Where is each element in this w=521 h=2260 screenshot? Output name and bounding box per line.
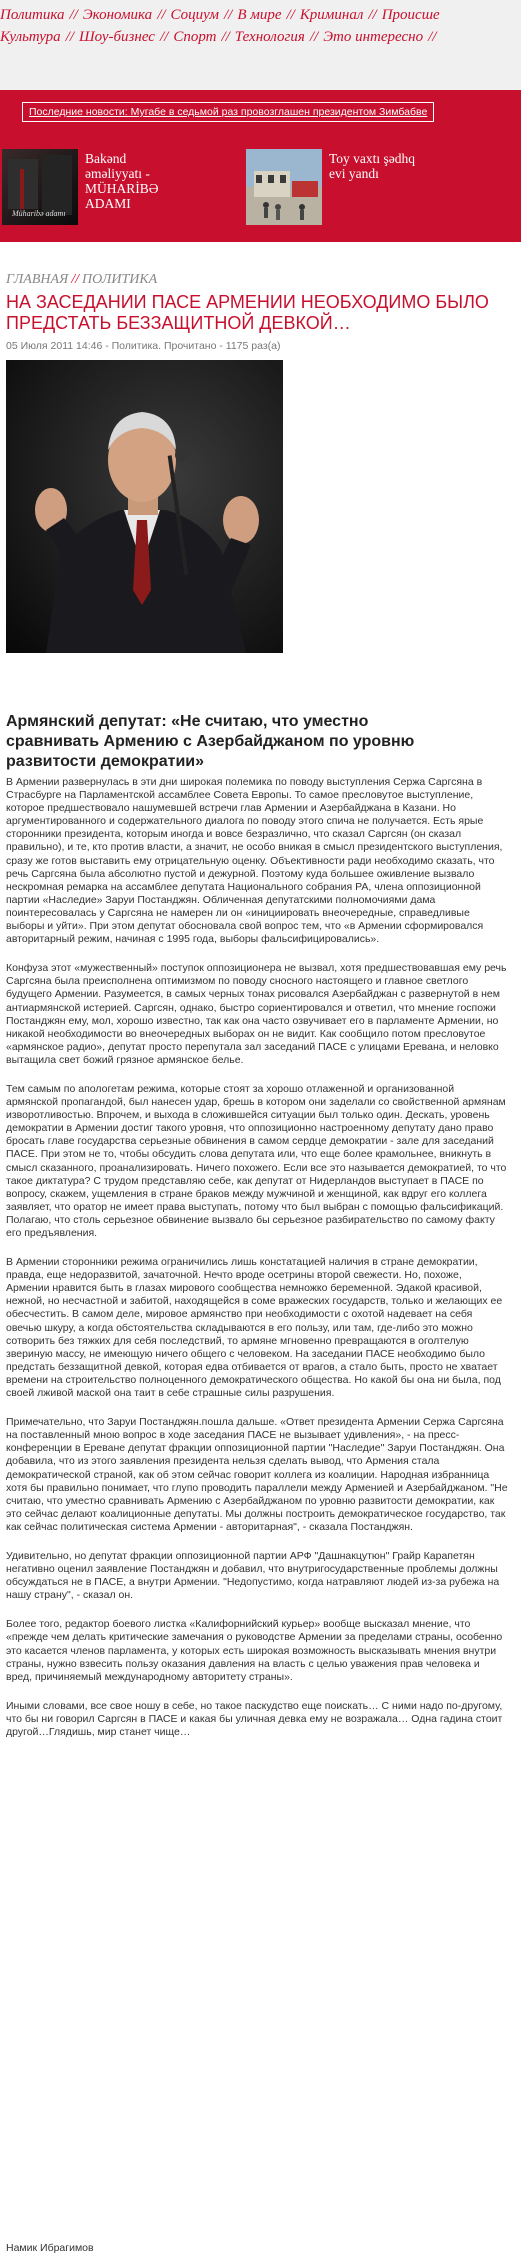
article-paragraph: В Армении сторонники режима ограничились лишь констатацией наличия в стране демократии, правда, еще недоразвитой, зачаточной. Нечто вроде осетрины второй свежести. Но, похоже, Армении нравится быть в глазах мирового сообщества немножко беременной. Эдакой красивой, нежной, но несчастной и забитой, находящейся в соме вражеских государств, только и желающих ее обесчестить. В самом деле, мировое армянство при необходимости с охотой надевает на себя овечью шкуру, а когда обстоятельства складываются в его пользу, или там, где-либо это можно сотворить без тяжких для себя последствий, то армяне мгновенно превращаются в оголтелую звериную массу, не имеющую ничего общего с человеком. На заседании ПАСЕ необходимо было предстать беззащитной девкой, которая едва отбивается от врагов, а стало быть, просто не хватает времени на строительство полноценного демократического общества. Но какой бы она ни была, под своей лживой маской она таит в себе страшные силы разрушения. <box>6 1256 503 1400</box>
article-subtitle: Армянский депутат: «Не считаю, что уместно сравнивать Армению с Азербайджаном по уровню развитости демократии» <box>6 713 415 770</box>
news-ticker-bar <box>0 90 521 132</box>
nav-item-0[interactable]: Культура <box>0 29 61 45</box>
article-paragraph: Тем самым по апологетам режима, которые стоят за хорошо отлаженной и организованной армянской пропагандой, был нанесен удар, брешь в котором они заделали со свойственной армянам изворотливостью. Впрочем, и выхода в сложившейся ситуации был только один. Дескать, уровень демократии в Армении достиг такого уровня, что оппозиционно настроенному депутату дано право бросать главе государства серьезные обвинения в самом сердце демократии - зале для заседаний ПАСЕ. При этом не то, чтобы обсудить слова депутата или, что еще более крамольнее, вникнуть в смысл сказанного, проанализировать. Ничего похожего. Если все это называется демократией, то что такое диктатура? С трудом представляю себе, как депутат от Нидерландов выступает в ПАСЕ по вопросу, скажем, ущемления в стране браков между мужчиной и женщиной, как вдруг его коллега заявляет, что оратор не имеет права выступать, потому что был выбран с помощью фальсификаций. Полагаю, что столь серьезное обвинение вызвало бы серьезное разбирательство по самому факту его предъявления. <box>6 1082 507 1239</box>
nav-separator: // <box>309 29 319 45</box>
nav-row-2 <box>0 26 521 48</box>
nav-separator: // <box>221 29 230 45</box>
nav-item-1[interactable]: Экономика <box>82 7 153 23</box>
nav-separator: // <box>224 7 233 23</box>
featured-title-2[interactable]: Toy vaxtı şədhq evi yandı <box>329 151 416 181</box>
nav-item-2[interactable]: Спорт <box>173 29 217 45</box>
nav-row-1 <box>0 4 521 26</box>
breadcrumb <box>6 272 157 288</box>
article-title: НА ЗАСЕДАНИИ ПАСЕ АРМЕНИИ НЕОБХОДИМО БЫЛО ПРЕДСТАТЬ БЕЗЗАЩИТНОЙ ДЕВКОЙ… <box>6 292 489 333</box>
nav-item-4[interactable]: Криминал <box>299 7 364 23</box>
article-author: Намик Ибрагимов <box>6 2242 94 2254</box>
breadcrumb-separator: // <box>71 272 80 287</box>
top-navigation <box>0 0 521 90</box>
news-ticker-link[interactable]: Последние новости: Мугабе в седьмой раз провозглашен президентом Зимбабве <box>22 102 434 122</box>
breadcrumb-home-link[interactable]: ГЛАВНАЯ <box>6 272 69 287</box>
nav-separator: // <box>157 7 166 23</box>
article-paragraph: Более того, редактор боевого листка «Калифорнийский курьер» вообще высказал мнение, что «прежде чем делать критические замечания о руководстве Армении за пределами страны, особенно это касается членов парламента, у которых есть широкая возможность высказывать мнения внутри страны, нужно взвесить пользу оказания давления на власть с целью уважения прав человека и вред, причиняемый международному авторитету страны». <box>6 1618 503 1683</box>
nav-item-0[interactable]: Политика <box>0 7 65 23</box>
nav-item-4[interactable]: Это интересно <box>323 29 424 45</box>
featured-image-fire[interactable] <box>246 149 322 225</box>
nav-item-3[interactable]: В мире <box>237 7 282 23</box>
article-meta: 05 Июля 2011 14:46 - Политика. Прочитано - 1175 раз(а) <box>6 340 281 352</box>
nav-separator: // <box>69 7 78 23</box>
nav-separator: // <box>368 7 377 23</box>
article-paragraph: Примечательно, что Заруи Постанджян.пошла дальше. «Ответ президента Армении Сержа Саргсяна на поставленный мною вопрос в ходе заседания ПАСЕ не вызывает удивления», - на пресс-конференции в Ереване депутат фракции оппозиционной партии "Наследие" Заруи Постанджян. Она добавила, что из этого заявления президента нельзя сделать вывод, что Армения стала демократической страной, как об этом сейчас говорит коллега из коалиции. Народная избранница хотя бы правильно понимает, что глупо проводить параллели между Арменией и Азербайджаном. "Не считаю, что уместно сравнивать Армению с Азербайджаном по уровню развитости демократии, как это сейчас делают коалиционные депутаты. Мы должны построить демократическое государство, так как сейчас политическая система Армении - авторитарная", - сказала Постанджян. <box>6 1416 508 1533</box>
featured-title-1[interactable]: Bakənd əməliyyatı -MÜHARİBƏ ADAMI <box>85 151 159 211</box>
featured-strip <box>0 132 521 242</box>
nav-separator: // <box>159 29 169 45</box>
article-paragraph: Удивительно, но депутат фракции оппозиционной партии АРФ "Дашнакцутюн" Грайр Карапетян негативно оценил заявление Постанджян и добавил, что внутригосударственные проблемы должны обсуждаться не в ПАСЕ, а внутри Армении. "Недопустимо, когда натравляют людей из-за рубежа на нашу страну", - сказал он. <box>6 1549 500 1602</box>
article-paragraph: В Армении развернулась в эти дни широкая полемика по поводу выступления Сержа Саргсяна в Страсбурге на Парламентской ассамблее Совета Европы. То самое пресловутое выступление, которое предшествовало нашумевшей встречи глав Армении и Азербайджана в Казани. Но аргументированного и содержательного диалога по поводу этого спича не получается. Есть ярые сторонники президента, которым иногда и вовсе безразлично, что сказал Саргсян (он сказал правильно), и те, кто против власти, а значит, не особо вникая в смысл президентского выступления, сразу же готов выставить ему отрицательную оценку. Объективности ради необходимо сказать, что речь Саргсяна была абсолютно пустой и дежурной. Поэтому куда большее оживление вызвало нескромная ремарка на ассамблее депутата Национального собрания РА, члена оппозиционной партии «Наследие» Заруи Постанджян. Обличенная депутатскими полномочиями дама поинтересовалась у Саргсяна не намерен ли он «инициировать внеочередные, справедливые выборы и уйти». При этом депутат обосновала свой вопрос тем, что «в Армении сформировался авторитарный режим, начиная с 1995 года, выборы фальсифицировались». <box>6 776 503 946</box>
nav-separator: // <box>286 7 295 23</box>
article-body <box>6 776 508 1755</box>
nav-item-2[interactable]: Социум <box>170 7 219 23</box>
nav-item-5[interactable]: Происше <box>381 7 440 23</box>
nav-separator: // <box>428 29 437 45</box>
nav-item-1[interactable]: Шоу-бизнес <box>79 29 155 45</box>
featured-image-caption: Müharibə adamı <box>12 209 66 218</box>
nav-item-3[interactable]: Технология <box>234 29 305 45</box>
article-photo <box>6 360 283 653</box>
article-paragraph: Конфуза этот «мужественный» поступок оппозиционера не вызвал, хотя предшествовавшая ему речь Саргсяна была преисполнена оптимизмом по поводу сносного настоящего и главное светлого будущего Армении. Разумеется, в самых черных тонах рисовался Азербайджан с развернутой в нем антиармянской истерией. Саргсян, однако, быстро сориентировался и ответил, что мнение госпожи Постанджян ему, мол, хорошо известно, так как она часто озвучивает его в парламенте Армении, но никакой необходимости во внеочередных выборах он не видит. Как сообщило потом пресловутое «армянское радио», депутат просто перепутала зал заседаний ПАСЕ с улицами Еревана, и неловко вытащила свет божий грязное армянское белье. <box>6 962 507 1066</box>
breadcrumb-section-link[interactable]: ПОЛИТИКА <box>82 272 158 287</box>
article-paragraph: Иными словами, все свое ношу в себе, но такое паскудство еще поискать… С ними надо по-другому, что бы ни говорил Саргсян в ПАСЕ и какая бы уличная девка ему не возражала… Одна гадина стоит другой…Глядишь, мир станет чище… <box>6 1699 503 1738</box>
featured-image-war-man[interactable] <box>2 149 78 225</box>
nav-separator: // <box>65 29 75 45</box>
